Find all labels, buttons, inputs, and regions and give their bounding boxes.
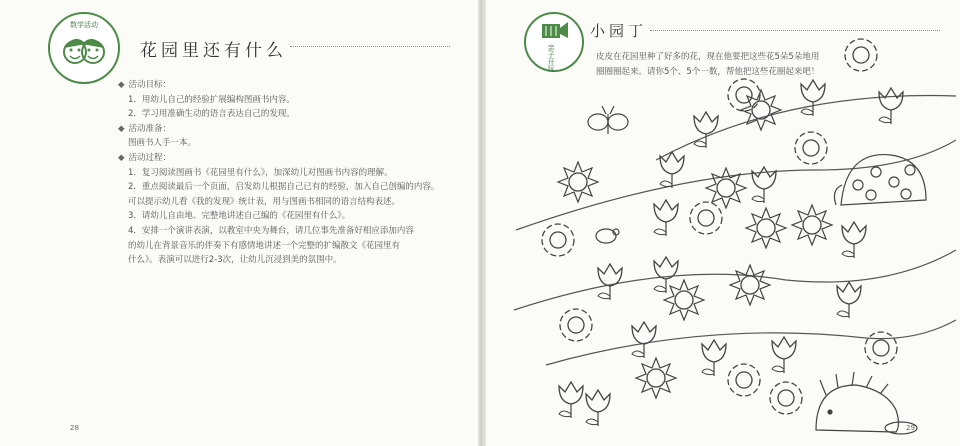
list-item: 1．用幼儿自己的经验扩展编构图画书内容。 (128, 94, 295, 105)
list-item: 1．复习阅读图画书《花园里有什么》，加深幼儿对图画书内容的理解。 (128, 167, 393, 178)
list-item: 3．请幼儿自由地、完整地讲述自己编的《花园里有什么》。 (128, 211, 351, 222)
title-divider (290, 46, 450, 47)
page-number: 29 (906, 424, 915, 432)
list-item: 图画书人手一本。 (128, 138, 197, 149)
badge-label: 数学活动 (70, 21, 98, 29)
butterfly-drawing (588, 106, 628, 134)
list-item: 什么》。表演可以进行2-3次，让幼儿沉浸到美的氛围中。 (128, 255, 342, 266)
ground-lines (514, 96, 956, 365)
book-spine (478, 0, 486, 446)
section-heading: ◆ 活动准备： (118, 123, 172, 134)
snail-drawing (834, 155, 926, 205)
left-page (0, 0, 478, 446)
lesson-plan-text (118, 78, 448, 268)
instruction-line: 皮皮在花园里种了好多的花，现在他要把这些花5朵5朵地用 (596, 52, 820, 62)
list-item: 4．安排一个演讲表演，以教室中央为舞台，请几位事先准备好相应添加内容 (128, 225, 414, 236)
list-item: 2．重点阅读最后一个页面，启发幼儿根据自己已有的经验，加入自己创编的内容。 (128, 182, 440, 193)
page-number: 28 (70, 424, 79, 432)
instruction-line: 圈圈圈起来。请你5个、5个一数，帮他把这些花圈起来吧！ (596, 67, 820, 77)
list-item: 2．学习用准确生动的语言表达自己的发现。 (128, 109, 295, 120)
ladybug-drawing (596, 229, 619, 243)
coloring-illustration (486, 0, 960, 446)
hedgehog-drawing (816, 372, 917, 434)
page-title: 小园丁 (590, 22, 648, 40)
section-heading: ◆ 活动过程： (118, 152, 172, 163)
list-item: 可以提示幼儿看《我的发现》统计表，用与图画书相同的语言结构表述。 (128, 196, 401, 207)
flower-drawings (542, 39, 903, 426)
page-title: 花园里还有什么 (140, 41, 287, 61)
activity-badge (48, 12, 120, 84)
badge-label: 亲子开玩 (547, 44, 555, 72)
list-item: 的幼儿在背景音乐的伴奏下有感情地讲述一个完整的扩编散文《花园里有 (128, 240, 401, 251)
section-heading: ◆ 活动目标： (118, 80, 172, 90)
